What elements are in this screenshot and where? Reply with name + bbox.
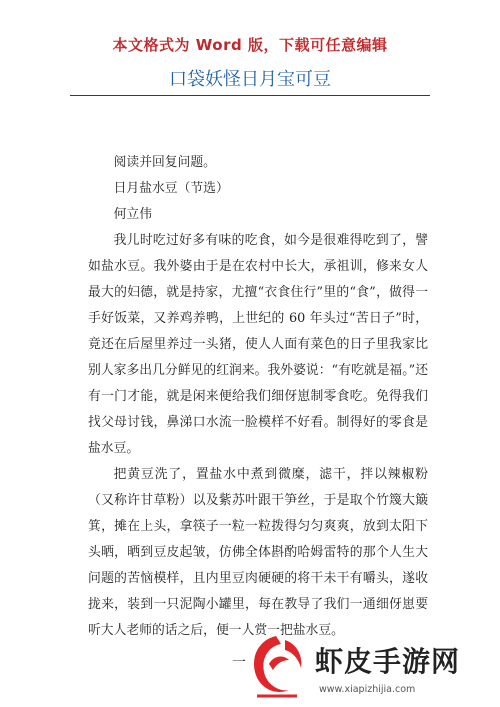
- site-watermark: [245, 628, 500, 707]
- shrimp-logo-icon: [245, 630, 307, 702]
- document-title: 口袋妖怪日月宝可豆: [169, 69, 331, 90]
- title-divider: [70, 95, 430, 96]
- instruction-line: 阅读并回复问题。: [113, 155, 216, 170]
- article-title: 日月盐水豆（节选）: [113, 181, 229, 196]
- watermark-url: www.xiapizhijia.com: [319, 684, 416, 695]
- paragraph: 把黄豆洗了，置盐水中煮到微糜，滤干，拌以辣椒粉（又称许甘草粉）以及紫苏叶跟干笋丝，于是取个竹篾大簸箕，摊在上头，拿筷子一粒一粒拨得匀匀爽爽，放到太阳下头晒，晒到豆皮起皱，仿佛全体斟酌哈姆雷特的那个人生大问题的苦恼模样，且内里豆肉硬硬的将干未干有嚼头，遂收拢来，装到一只泥陶小罐里，每在教导了我们一通细伢崽要听大人老师的话之后，便一人赏一把盐水豆。: [88, 467, 428, 638]
- page-number: 一: [232, 655, 246, 671]
- article-author: 何立伟: [113, 207, 152, 222]
- watermark-site-name: 虾皮手游网: [315, 645, 461, 678]
- document-body: [88, 150, 428, 644]
- paragraph: 我儿时吃过好多有味的吃食，如今是很难得吃到了，譬如盐水豆。我外婆由于是在农村中长大，承祖训，修来女人最大的妇德，就是持家，尤擅“衣食住行”里的“食”，做得一手好饭菜，又养鸡养鸭，上世纪的 60 年头过“苦日子”时，竟还在后屋里养过一头猪，使人人面有菜色的日子里我家比别人家多出几分鲜见的红润来。我外婆说：“有吃就是福。”还有一门才能，就是闲来便给我们细伢崽制零食吃。免得我们找父母讨钱，鼻涕口水流一脸模样不好看。制得好的零食是盐水豆。: [88, 233, 428, 456]
- format-banner: 本文格式为 Word 版，下载可任意编辑: [112, 36, 388, 54]
